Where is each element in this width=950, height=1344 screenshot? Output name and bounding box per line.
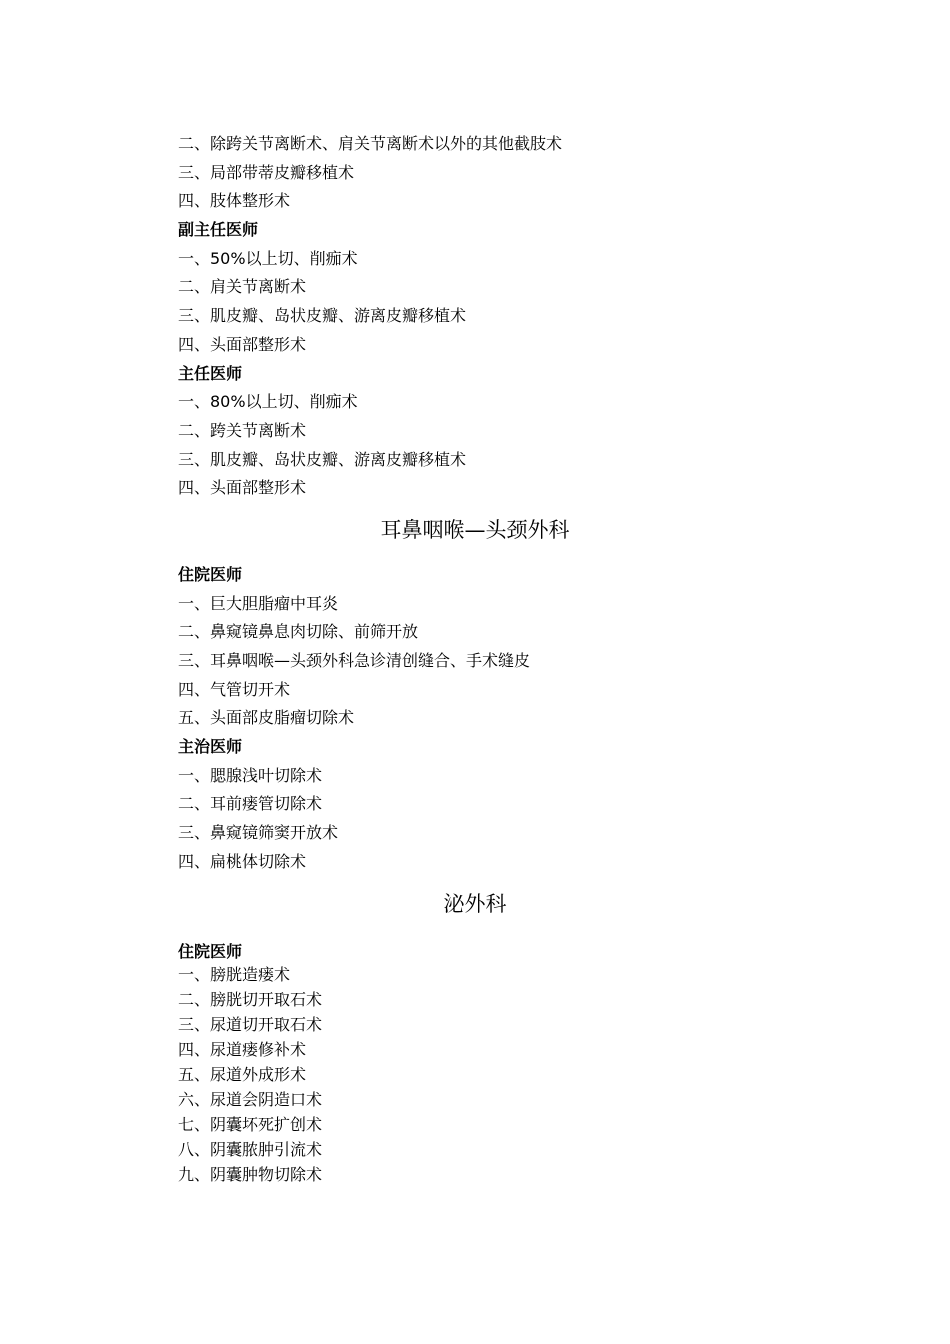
section-ent <box>178 503 798 877</box>
role-group-resident <box>178 941 798 1187</box>
list-item: 四、头面部整形术 <box>178 334 307 354</box>
list-item: 三、鼻窥镜筛窦开放术 <box>178 823 339 843</box>
list-item: 三、肌皮瓣、岛状皮瓣、游离皮瓣移植术 <box>178 449 467 469</box>
list-item: 四、头面部整形术 <box>178 478 307 498</box>
list-item: 七、阴囊坏死扩创术 <box>178 1114 323 1134</box>
role-heading: 副主任医师 <box>178 220 259 240</box>
role-group-associate-chief <box>178 216 798 359</box>
role-heading: 主任医师 <box>178 363 243 383</box>
role-heading: 主治医师 <box>178 737 243 757</box>
list-item: 三、局部带蒂皮瓣移植术 <box>178 162 355 182</box>
list-item: 二、跨关节离断术 <box>178 420 307 440</box>
list-item: 五、头面部皮脂瘤切除术 <box>178 708 355 728</box>
list-item: 四、肢体整形术 <box>178 191 291 211</box>
list-item: 一、80%以上切、削痂术 <box>178 392 358 412</box>
list-item: 六、尿道会阴造口术 <box>178 1089 323 1109</box>
list-item: 八、阴囊脓肿引流术 <box>178 1139 323 1159</box>
list-item: 一、50%以上切、削痂术 <box>178 248 358 268</box>
list-item: 五、尿道外成形术 <box>178 1064 307 1084</box>
list-item: 二、膀胱切开取石术 <box>178 989 323 1009</box>
intro-list <box>178 130 798 216</box>
section-title: 泌外科 <box>443 891 507 916</box>
list-item: 二、肩关节离断术 <box>178 277 307 297</box>
list-item: 四、气管切开术 <box>178 679 291 699</box>
list-item: 四、尿道瘘修补术 <box>178 1039 307 1059</box>
section-title: 耳鼻咽喉—头颈外科 <box>380 517 570 542</box>
list-item: 二、耳前瘘管切除术 <box>178 794 323 814</box>
list-item: 三、尿道切开取石术 <box>178 1014 323 1034</box>
list-item: 一、膀胱造瘘术 <box>178 964 291 984</box>
role-group-resident <box>178 561 798 733</box>
section-urology <box>178 877 798 1187</box>
role-group-chief <box>178 360 798 503</box>
document-content <box>178 130 798 1187</box>
list-item: 一、巨大胆脂瘤中耳炎 <box>178 593 339 613</box>
role-group-attending <box>178 733 798 876</box>
list-item: 二、鼻窥镜鼻息肉切除、前筛开放 <box>178 622 419 642</box>
list-item: 一、腮腺浅叶切除术 <box>178 765 323 785</box>
list-item: 三、肌皮瓣、岛状皮瓣、游离皮瓣移植术 <box>178 306 467 326</box>
list-item: 九、阴囊肿物切除术 <box>178 1164 323 1184</box>
list-item: 三、耳鼻咽喉—头颈外科急诊清创缝合、手术缝皮 <box>178 651 531 670</box>
list-item: 二、除跨关节离断术、肩关节离断术以外的其他截肢术 <box>178 134 563 153</box>
role-heading: 住院医师 <box>178 564 243 584</box>
list-item: 四、扁桃体切除术 <box>178 851 307 871</box>
role-heading: 住院医师 <box>178 941 243 961</box>
